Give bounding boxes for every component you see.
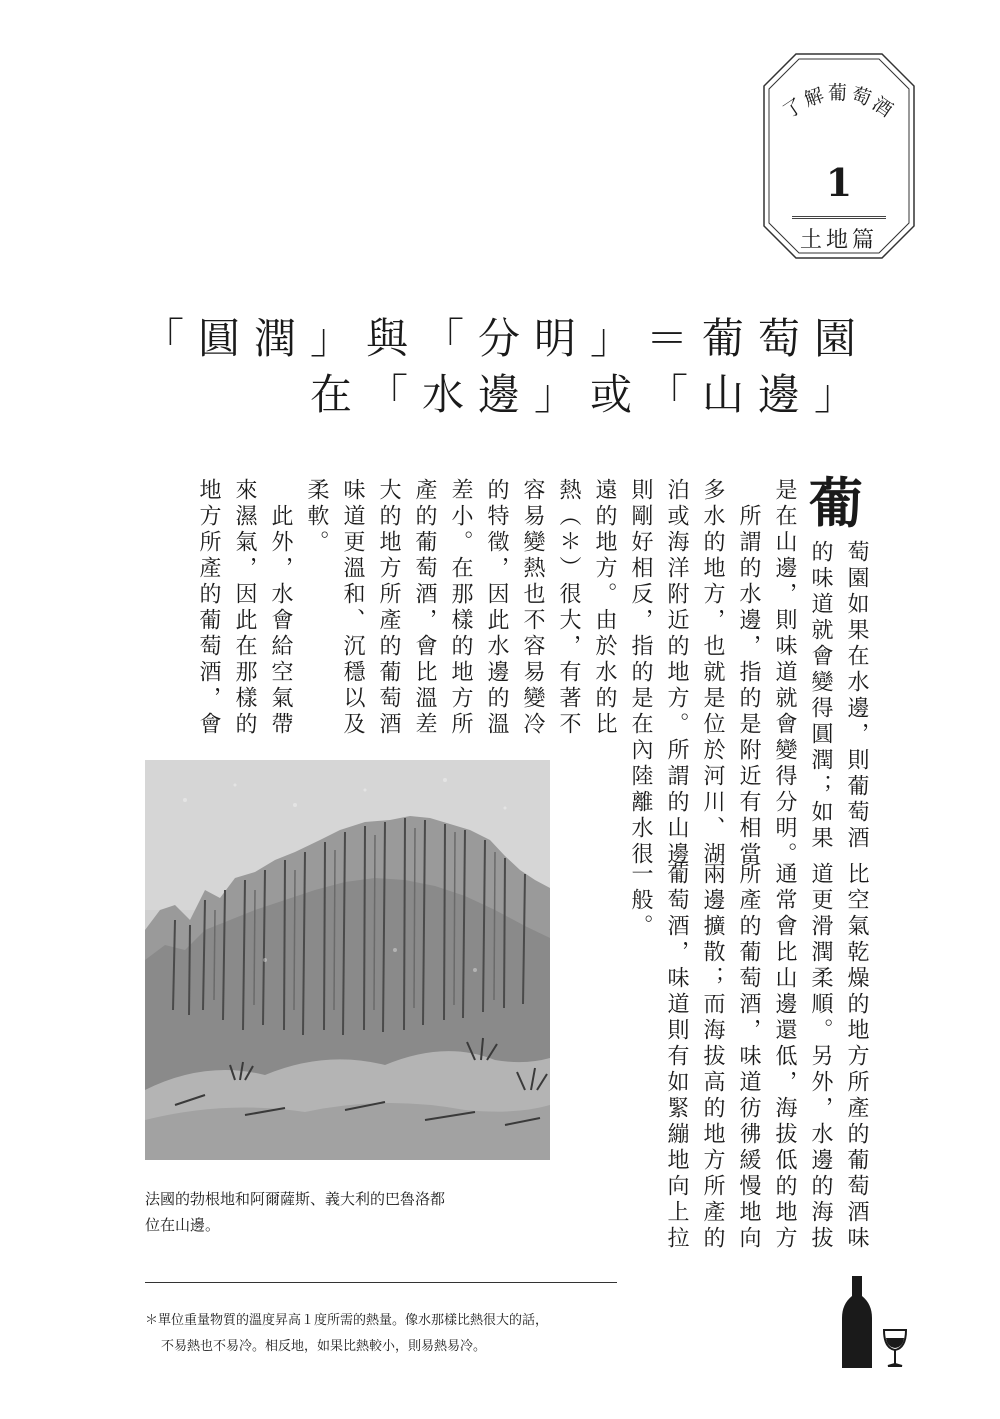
svg-text:了解葡萄酒 — [779, 82, 899, 123]
body-column: 容易變熱也不容易變冷 — [520, 478, 545, 738]
badge-series-text: 了解葡萄酒 — [779, 82, 899, 124]
body-column: 大的地方所產的葡萄酒 — [376, 478, 401, 738]
badge-number: 1 — [825, 160, 853, 205]
body-column: 的特徵，因此水邊的溫 — [484, 478, 509, 738]
badge-subtitle: 土地篇 — [799, 228, 878, 253]
badge-divider-top — [792, 216, 886, 217]
illustration-caption — [145, 1186, 615, 1238]
body-column: 泊或海洋附近的地方。所謂的山邊 — [664, 478, 689, 868]
badge-series-arc — [762, 52, 916, 132]
body-column: 比空氣乾燥的地方所產的葡萄酒味 — [844, 862, 869, 1252]
badge-divider-bottom-visible — [792, 218, 886, 219]
body-column: 兩邊擴散；而海拔高的地方所產的 — [700, 862, 725, 1252]
body-column: 萄園如果在水邊，則葡萄酒 — [844, 540, 869, 852]
body-column: 一般。 — [628, 862, 653, 940]
body-column: 通常會比山邊還低，海拔低的地方 — [772, 862, 797, 1252]
body-column: 此外，水會給空氣帶 — [268, 478, 293, 738]
body-column: 地方所產的葡萄酒，會 — [196, 478, 221, 738]
body-column: 所謂的水邊，指的是附近有相當 — [736, 478, 761, 868]
caption-line-1: 法國的勃根地和阿爾薩斯、義大利的巴魯洛都 — [145, 1190, 446, 1208]
footnote-line-2: 不易熱也不易冷。相反地，如果比熱較小，則易熱易冷。 — [161, 1339, 487, 1354]
body-column: 遠的地方。由於水的比 — [592, 478, 617, 738]
footnote-rule — [145, 1282, 617, 1283]
body-column: 的味道就會變得圓潤；如果 — [808, 540, 833, 852]
body-column: 產的葡萄酒，會比溫差 — [412, 478, 437, 738]
body-column: 多水的地方，也就是位於河川、湖 — [700, 478, 725, 868]
headline-line-2: 在「水邊」或「山邊」 — [309, 370, 870, 419]
caption-line-2: 位在山邊。 — [145, 1216, 221, 1234]
body-column: 則剛好相反，指的是在內陸離水很 — [628, 478, 653, 868]
body-column: 所產的葡萄酒，味道彷彿緩慢地向 — [736, 862, 761, 1252]
footnote-line-1: ＊單位重量物質的溫度昇高１度所需的熱量。像水那樣比熱很大的話， — [145, 1313, 549, 1328]
drop-cap: 葡 — [809, 472, 863, 535]
body-column: 差小。在那樣的地方所 — [448, 478, 473, 738]
body-column: 熱（＊）很大，有著不 — [556, 478, 581, 738]
body-column: 來濕氣，因此在那樣的 — [232, 478, 257, 738]
body-column: 是在山邊，則味道就會變得分明。 — [772, 478, 797, 868]
body-column: 道更滑潤柔順。另外，水邊的海拔 — [808, 862, 833, 1252]
mountain-cliff-illustration — [145, 760, 550, 1160]
body-column: 葡萄酒，味道則有如緊繃地向上拉 — [664, 862, 689, 1252]
wine-bottle-and-glass-icon — [836, 1274, 910, 1370]
footnote — [145, 1308, 705, 1360]
body-column: 味道更溫和、沉穩以及 — [340, 478, 365, 738]
headline-line-1: 「圓潤」與「分明」＝葡萄園 — [141, 314, 870, 363]
chapter-badge — [762, 52, 916, 260]
body-column: 柔軟。 — [304, 478, 329, 556]
